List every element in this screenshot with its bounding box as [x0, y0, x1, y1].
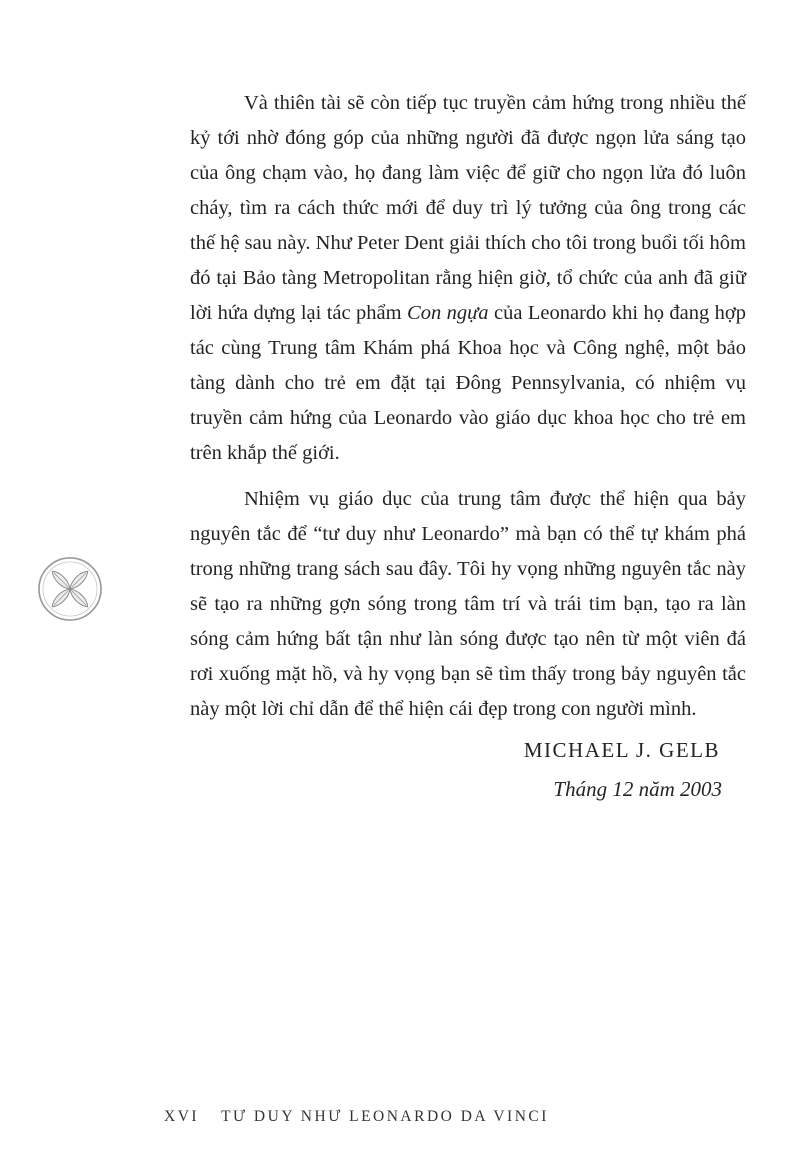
- running-footer-title: TƯ DUY NHƯ LEONARDO DA VINCI: [221, 1108, 549, 1125]
- body-paragraph-2: [190, 482, 746, 727]
- body-paragraph-1: [190, 86, 746, 471]
- paragraph-2-text: Nhiệm vụ giáo dục của trung tâm được thể hiện qua bảy nguyên tắc để “tư duy như Leonardo” mà bạn có thể tự khám phá trong những trang sách sau đây. Tôi hy vọng những nguyên tắc này sẽ tạo ra những gợn sóng trong tâm trí và trái tim bạn, tạo ra làn sóng cảm hứng bất tận như làn sóng được tạo nên từ một viên đá rơi xuống mặt hồ, và hy vọng bạn sẽ tìm thấy trong bảy nguyên tắc này một lời chỉ dẫn để thể hiện cái đẹp trong con người mình.: [190, 488, 746, 720]
- rosette-ornament: [37, 556, 103, 622]
- text-column: [190, 86, 746, 802]
- running-footer: [164, 1108, 549, 1126]
- page-number: XVI: [164, 1108, 200, 1125]
- paragraph-1-text-after: của Leonardo khi họ đang hợp tác cùng Trung tâm Khám phá Khoa học và Công nghệ, một bảo tàng dành cho trẻ em đặt tại Đông Pennsylvania, có nhiệm vụ truyền cảm hứng của Leonardo vào giáo dục khoa học cho trẻ em trên khắp thế giới.: [190, 302, 746, 464]
- paragraph-1-text-before: Và thiên tài sẽ còn tiếp tục truyền cảm hứng trong nhiều thế kỷ tới nhờ đóng góp của những người đã được ngọn lửa sáng tạo của ông chạm vào, họ đang làm việc để giữ cho ngọn lửa đó luôn cháy, tìm ra cách thức mới để duy trì lý tưởng của ông trong các thế hệ sau này. Như Peter Dent giải thích cho tôi trong buổi tối hôm đó tại Bảo tàng Metropolitan rằng hiện giờ, tổ chức của anh đã giữ lời hứa dựng lại tác phẩm: [190, 92, 746, 324]
- signature-date: Tháng 12 năm 2003: [553, 777, 722, 801]
- paragraph-1-italic-title: Con ngựa: [407, 302, 489, 324]
- author-signature: MICHAEL J. GELB: [523, 738, 720, 762]
- rosette-ornament-icon: [37, 556, 103, 622]
